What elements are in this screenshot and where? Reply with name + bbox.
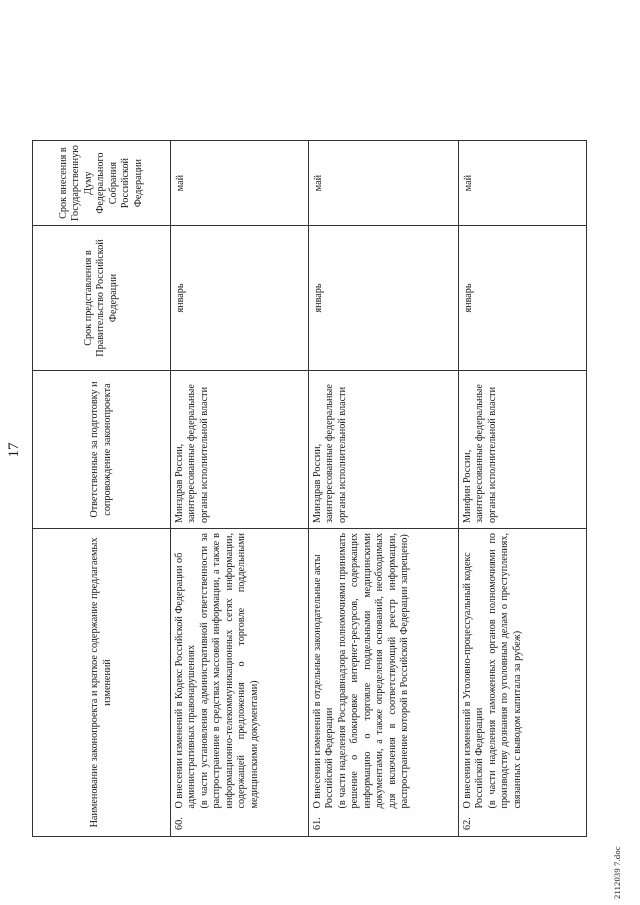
bill-title: О внесении изменений в Уголовно-процессуальный кодекс Российской Федерации bbox=[462, 552, 486, 809]
header-responsible: Ответственные за подготовку и сопровождение законопроекта bbox=[33, 371, 171, 529]
bill-name-cell bbox=[309, 529, 459, 811]
header-gov-term: Срок представления в Правительство Российской Федерации bbox=[33, 226, 171, 371]
row-number: 61. bbox=[309, 811, 459, 837]
row-number: 62. bbox=[459, 811, 587, 837]
gov-term-cell: январь bbox=[459, 226, 587, 371]
header-name: Наименование законопроекта и краткое содержание предлагаемых изменений bbox=[33, 529, 171, 837]
bill-detail: (в части наделения таможенных органов полномочиями по производству дознания по уголовным делам о преступлениях, связанных с выводом капитала за рубеж) bbox=[486, 533, 523, 809]
table-row bbox=[309, 141, 459, 837]
table-row bbox=[171, 141, 309, 837]
table-header-row bbox=[33, 141, 171, 837]
page-number: 17 bbox=[6, 442, 22, 458]
responsible-cell: Минздрав России, заинтересованные федеральные органы исполнительной власти bbox=[171, 371, 309, 529]
bill-name-cell bbox=[459, 529, 587, 811]
gov-term-cell: январь bbox=[309, 226, 459, 371]
responsible-cell: Минздрав России, заинтересованные федеральные органы исполнительной власти bbox=[309, 371, 459, 529]
table-row bbox=[459, 141, 587, 837]
gov-term-cell: январь bbox=[171, 226, 309, 371]
bill-detail: (в части установления административной ответственности за распространение в средствах массовой информации, а также в информационно-телекоммуникационных сетях информации, содержащей предложения о торговле поддельными медицинскими документами) bbox=[198, 533, 260, 809]
bill-detail: (в части наделения Росздравнадзора полномочиями принимать решение о блокировке интернет-ресурсов, содержащих информацию о торговле поддельными медицинскими документами, а также определения оснований, необходимых для включения в соответствующий реестр информации, распространение которой в Российской Федерации запрещено) bbox=[336, 533, 411, 809]
responsible-cell: Минфин России, заинтересованные федеральные органы исполнительной власти bbox=[459, 371, 587, 529]
duma-term-cell: май bbox=[459, 141, 587, 226]
header-duma-term: Срок внесения в Государственную Думу Федерального Собрания Российской Федерации bbox=[33, 141, 171, 226]
document-file-code: 2112039 7.doc bbox=[612, 846, 622, 899]
legislation-plan-table bbox=[32, 140, 587, 837]
bill-name-cell bbox=[171, 529, 309, 811]
bill-title: О внесении изменений в отдельные законодательные акты Российской Федерации bbox=[312, 554, 336, 809]
bill-title: О внесении изменений в Кодекс Российской Федерации об административных правонарушениях bbox=[174, 552, 198, 809]
row-number: 60. bbox=[171, 811, 309, 837]
duma-term-cell: май bbox=[171, 141, 309, 226]
duma-term-cell: май bbox=[309, 141, 459, 226]
